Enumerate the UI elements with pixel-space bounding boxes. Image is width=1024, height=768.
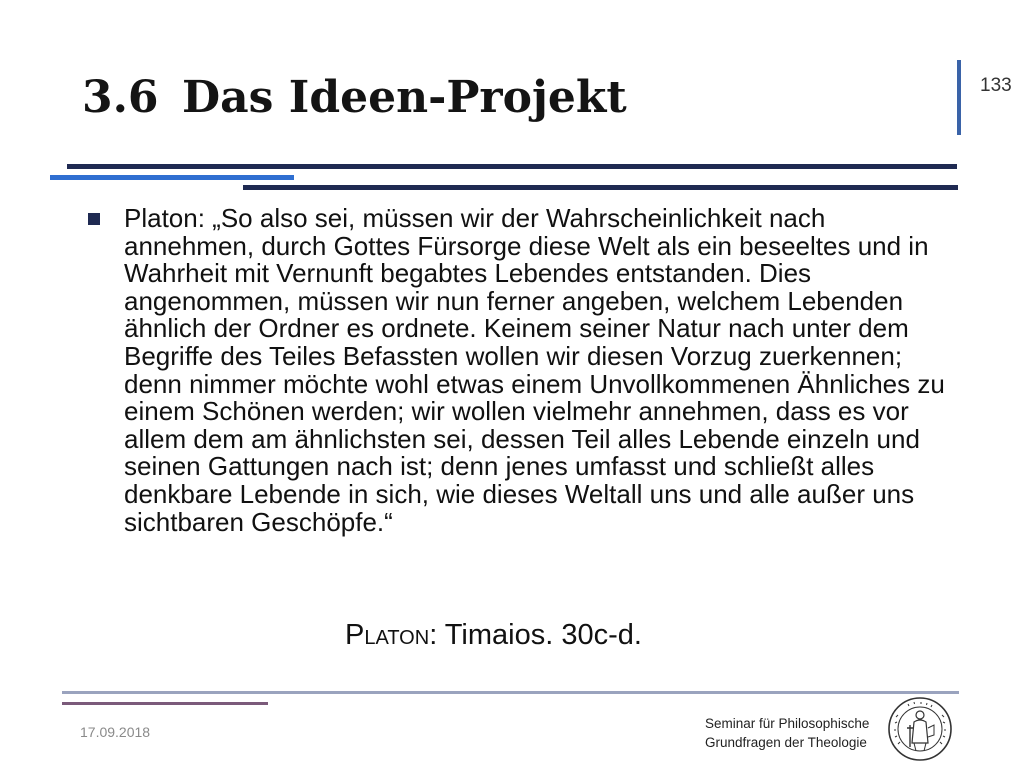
slide-body [88, 205, 968, 536]
footer-institution [705, 714, 869, 752]
title-text: Das Ideen-Projekt [182, 72, 627, 123]
header-rule-accent [50, 175, 294, 180]
quote-citation [345, 619, 642, 652]
citation-work: : Timaios. 30c-d. [429, 619, 642, 651]
slide-title [82, 70, 627, 126]
footer-date: 17.09.2018 [80, 724, 151, 740]
university-seal-icon [886, 695, 954, 763]
square-bullet-icon [88, 213, 100, 225]
institution-line-1: Seminar für Philosophische [705, 716, 870, 731]
slide-page-number: 133 [980, 75, 1012, 96]
footer-rule [62, 691, 959, 694]
quote-paragraph: Platon: „So also sei, müssen wir der Wahrscheinlichkeit nach annehmen, durch Gottes Fürsorge diese Welt als ein beseeltes und in Wahrheit mit Vernunft begabtes Lebendes entstanden. Dies angenommen, müssen wir nun ferner angeben, welchem Lebenden ähnlich der Ordner es ordnete. Keinem seiner Natur nach unter dem Begriffe des Teiles Befassten wollen wir diesen Vorzug zuerkennen; denn nimmer möchte wohl etwas einem Unvollkommenen Ähnliches zu einem Schönen werden; wir wollen vielmehr annehmen, dass es vor allem dem am ähnlichsten sei, dessen Teil alles Lebende einzeln und seinen Gattungen nach ist; denn jenes umfasst und schließt alles denkbare Lebende in sich, wie dieses Weltall uns und alle außer uns sichtbaren Geschöpfe.“ [124, 203, 945, 537]
header-rule-top [67, 164, 957, 169]
footer-rule-accent [62, 702, 268, 705]
institution-line-2: Grundfragen der Theologie [705, 735, 867, 750]
header-vertical-bar [957, 60, 961, 135]
section-number: 3.6 [82, 72, 159, 123]
citation-author: Platon [345, 619, 430, 651]
header-rule-bottom [243, 185, 958, 190]
